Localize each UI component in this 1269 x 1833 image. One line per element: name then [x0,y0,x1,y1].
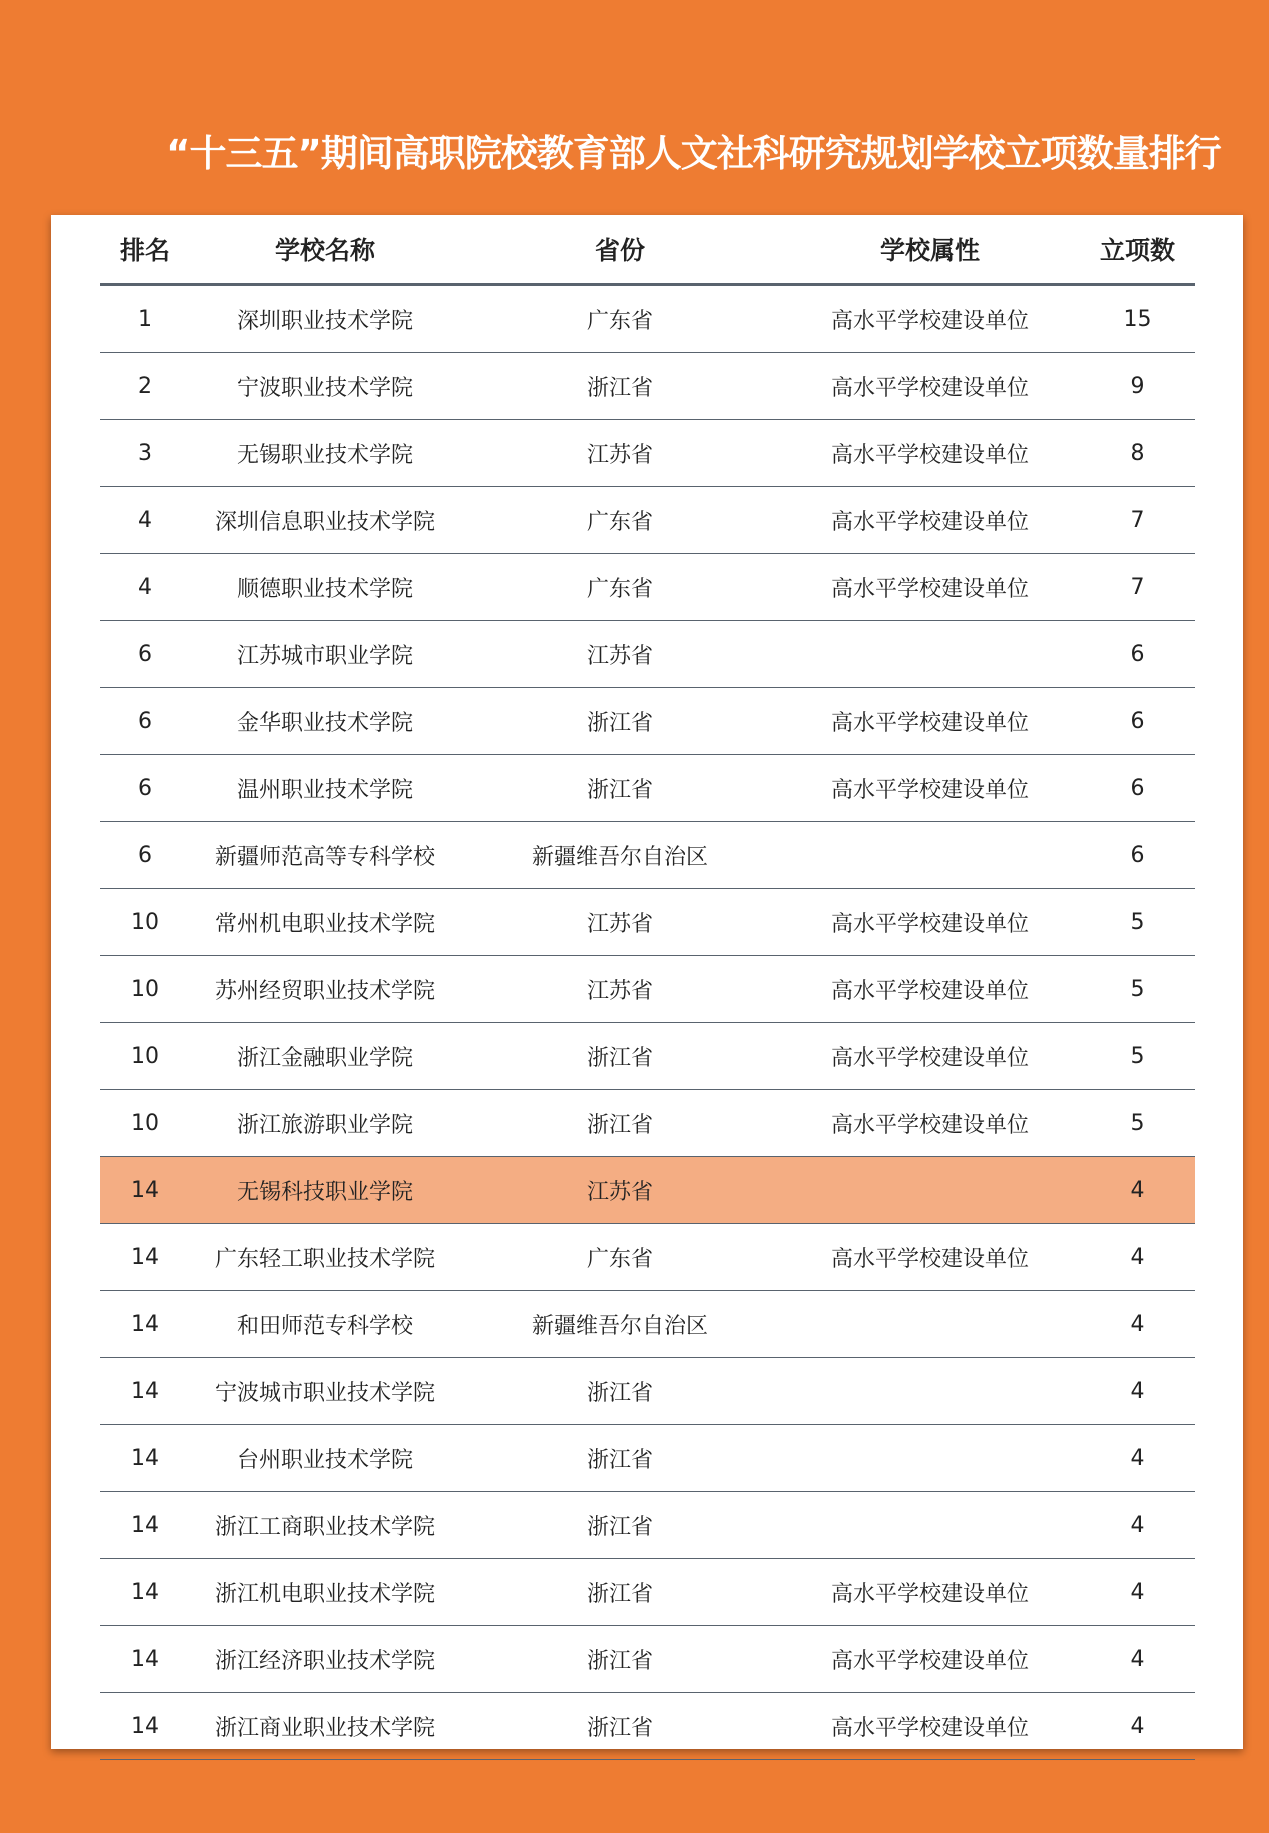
cell-rank: 1 [100,285,190,353]
table-row [100,889,1195,956]
cell-project-count: 4 [1080,1693,1195,1760]
table-row [100,1626,1195,1693]
cell-school-name: 宁波职业技术学院 [190,353,460,420]
cell-school-name: 深圳信息职业技术学院 [190,487,460,554]
cell-school-name: 金华职业技术学院 [190,688,460,755]
cell-school-name: 无锡科技职业学院 [190,1157,460,1224]
header-school-name: 学校名称 [190,215,460,285]
cell-province: 浙江省 [460,1425,780,1492]
cell-province: 浙江省 [460,1492,780,1559]
table-row [100,621,1195,688]
cell-rank: 4 [100,487,190,554]
page-title: “十三五”期间高职院校教育部人文社科研究规划学校立项数量排行 [166,132,1221,175]
cell-school-name: 浙江金融职业学院 [190,1023,460,1090]
table-body [100,285,1195,1760]
cell-province: 浙江省 [460,353,780,420]
cell-school-name: 浙江机电职业技术学院 [190,1559,460,1626]
cell-project-count: 6 [1080,755,1195,822]
cell-province: 江苏省 [460,420,780,487]
cell-province: 广东省 [460,285,780,353]
cell-school-name: 温州职业技术学院 [190,755,460,822]
table-row [100,1693,1195,1760]
cell-school-attribute [780,822,1080,889]
cell-province: 江苏省 [460,1157,780,1224]
cell-province: 新疆维吾尔自治区 [460,822,780,889]
cell-project-count: 4 [1080,1358,1195,1425]
cell-school-name: 常州机电职业技术学院 [190,889,460,956]
cell-school-attribute [780,1157,1080,1224]
cell-school-name: 江苏城市职业学院 [190,621,460,688]
cell-school-attribute: 高水平学校建设单位 [780,1023,1080,1090]
table-row [100,755,1195,822]
cell-project-count: 5 [1080,1090,1195,1157]
header-rank: 排名 [100,215,190,285]
cell-school-name: 深圳职业技术学院 [190,285,460,353]
table-row [100,956,1195,1023]
cell-school-attribute: 高水平学校建设单位 [780,1693,1080,1760]
cell-project-count: 4 [1080,1224,1195,1291]
table-row [100,1090,1195,1157]
table-row [100,822,1195,889]
cell-rank: 14 [100,1626,190,1693]
cell-rank: 10 [100,1090,190,1157]
table-row [100,1291,1195,1358]
header-province: 省份 [460,215,780,285]
cell-school-name: 顺德职业技术学院 [190,554,460,621]
cell-rank: 10 [100,956,190,1023]
cell-province: 浙江省 [460,755,780,822]
cell-school-attribute: 高水平学校建设单位 [780,487,1080,554]
table-row [100,554,1195,621]
cell-project-count: 5 [1080,956,1195,1023]
cell-project-count: 7 [1080,487,1195,554]
table-row [100,1023,1195,1090]
cell-province: 浙江省 [460,688,780,755]
table-row [100,1425,1195,1492]
cell-school-attribute [780,1291,1080,1358]
cell-school-attribute: 高水平学校建设单位 [780,956,1080,1023]
table-row [100,353,1195,420]
cell-rank: 14 [100,1157,190,1224]
cell-project-count: 15 [1080,285,1195,353]
cell-rank: 14 [100,1693,190,1760]
cell-rank: 6 [100,688,190,755]
cell-project-count: 4 [1080,1492,1195,1559]
cell-project-count: 4 [1080,1291,1195,1358]
cell-project-count: 4 [1080,1425,1195,1492]
cell-province: 浙江省 [460,1559,780,1626]
table-header-row [100,215,1195,285]
cell-project-count: 5 [1080,889,1195,956]
cell-rank: 6 [100,822,190,889]
cell-province: 江苏省 [460,621,780,688]
cell-school-name: 和田师范专科学校 [190,1291,460,1358]
cell-rank: 6 [100,755,190,822]
cell-province: 广东省 [460,487,780,554]
table-row [100,1358,1195,1425]
cell-rank: 14 [100,1358,190,1425]
cell-project-count: 9 [1080,353,1195,420]
cell-school-attribute: 高水平学校建设单位 [780,1090,1080,1157]
cell-province: 江苏省 [460,956,780,1023]
cell-school-attribute: 高水平学校建设单位 [780,688,1080,755]
cell-school-attribute: 高水平学校建设单位 [780,420,1080,487]
cell-rank: 2 [100,353,190,420]
cell-school-name: 浙江工商职业技术学院 [190,1492,460,1559]
cell-province: 广东省 [460,554,780,621]
ranking-table-card [51,215,1243,1749]
cell-school-name: 浙江经济职业技术学院 [190,1626,460,1693]
cell-province: 浙江省 [460,1023,780,1090]
table-row [100,688,1195,755]
table-row [100,1559,1195,1626]
cell-province: 江苏省 [460,889,780,956]
cell-project-count: 7 [1080,554,1195,621]
cell-project-count: 8 [1080,420,1195,487]
header-project-count: 立项数 [1080,215,1195,285]
table-row [100,1492,1195,1559]
cell-project-count: 4 [1080,1559,1195,1626]
cell-rank: 14 [100,1425,190,1492]
cell-school-attribute: 高水平学校建设单位 [780,1224,1080,1291]
table-row [100,285,1195,353]
cell-school-name: 台州职业技术学院 [190,1425,460,1492]
cell-school-attribute [780,621,1080,688]
cell-rank: 4 [100,554,190,621]
cell-project-count: 4 [1080,1626,1195,1693]
ranking-table [100,215,1195,1760]
cell-school-attribute: 高水平学校建设单位 [780,1626,1080,1693]
cell-province: 浙江省 [460,1090,780,1157]
cell-school-attribute: 高水平学校建设单位 [780,554,1080,621]
cell-rank: 3 [100,420,190,487]
cell-rank: 10 [100,889,190,956]
cell-rank: 14 [100,1224,190,1291]
cell-school-attribute [780,1492,1080,1559]
cell-province: 广东省 [460,1224,780,1291]
cell-school-attribute [780,1425,1080,1492]
cell-project-count: 6 [1080,688,1195,755]
cell-school-name: 宁波城市职业技术学院 [190,1358,460,1425]
cell-rank: 6 [100,621,190,688]
cell-school-attribute: 高水平学校建设单位 [780,755,1080,822]
cell-province: 浙江省 [460,1693,780,1760]
cell-school-attribute [780,1358,1080,1425]
cell-school-name: 无锡职业技术学院 [190,420,460,487]
cell-school-name: 浙江旅游职业学院 [190,1090,460,1157]
cell-rank: 14 [100,1559,190,1626]
cell-school-attribute: 高水平学校建设单位 [780,285,1080,353]
cell-project-count: 4 [1080,1157,1195,1224]
cell-project-count: 6 [1080,621,1195,688]
table-row [100,487,1195,554]
cell-school-name: 浙江商业职业技术学院 [190,1693,460,1760]
table-row [100,420,1195,487]
cell-school-name: 新疆师范高等专科学校 [190,822,460,889]
cell-school-attribute: 高水平学校建设单位 [780,353,1080,420]
cell-school-name: 广东轻工职业技术学院 [190,1224,460,1291]
cell-province: 浙江省 [460,1358,780,1425]
cell-rank: 10 [100,1023,190,1090]
cell-school-name: 苏州经贸职业技术学院 [190,956,460,1023]
cell-school-attribute: 高水平学校建设单位 [780,1559,1080,1626]
cell-school-attribute: 高水平学校建设单位 [780,889,1080,956]
cell-rank: 14 [100,1492,190,1559]
cell-province: 新疆维吾尔自治区 [460,1291,780,1358]
cell-project-count: 6 [1080,822,1195,889]
cell-project-count: 5 [1080,1023,1195,1090]
table-row [100,1157,1195,1224]
cell-province: 浙江省 [460,1626,780,1693]
cell-rank: 14 [100,1291,190,1358]
table-row [100,1224,1195,1291]
header-school-attribute: 学校属性 [780,215,1080,285]
